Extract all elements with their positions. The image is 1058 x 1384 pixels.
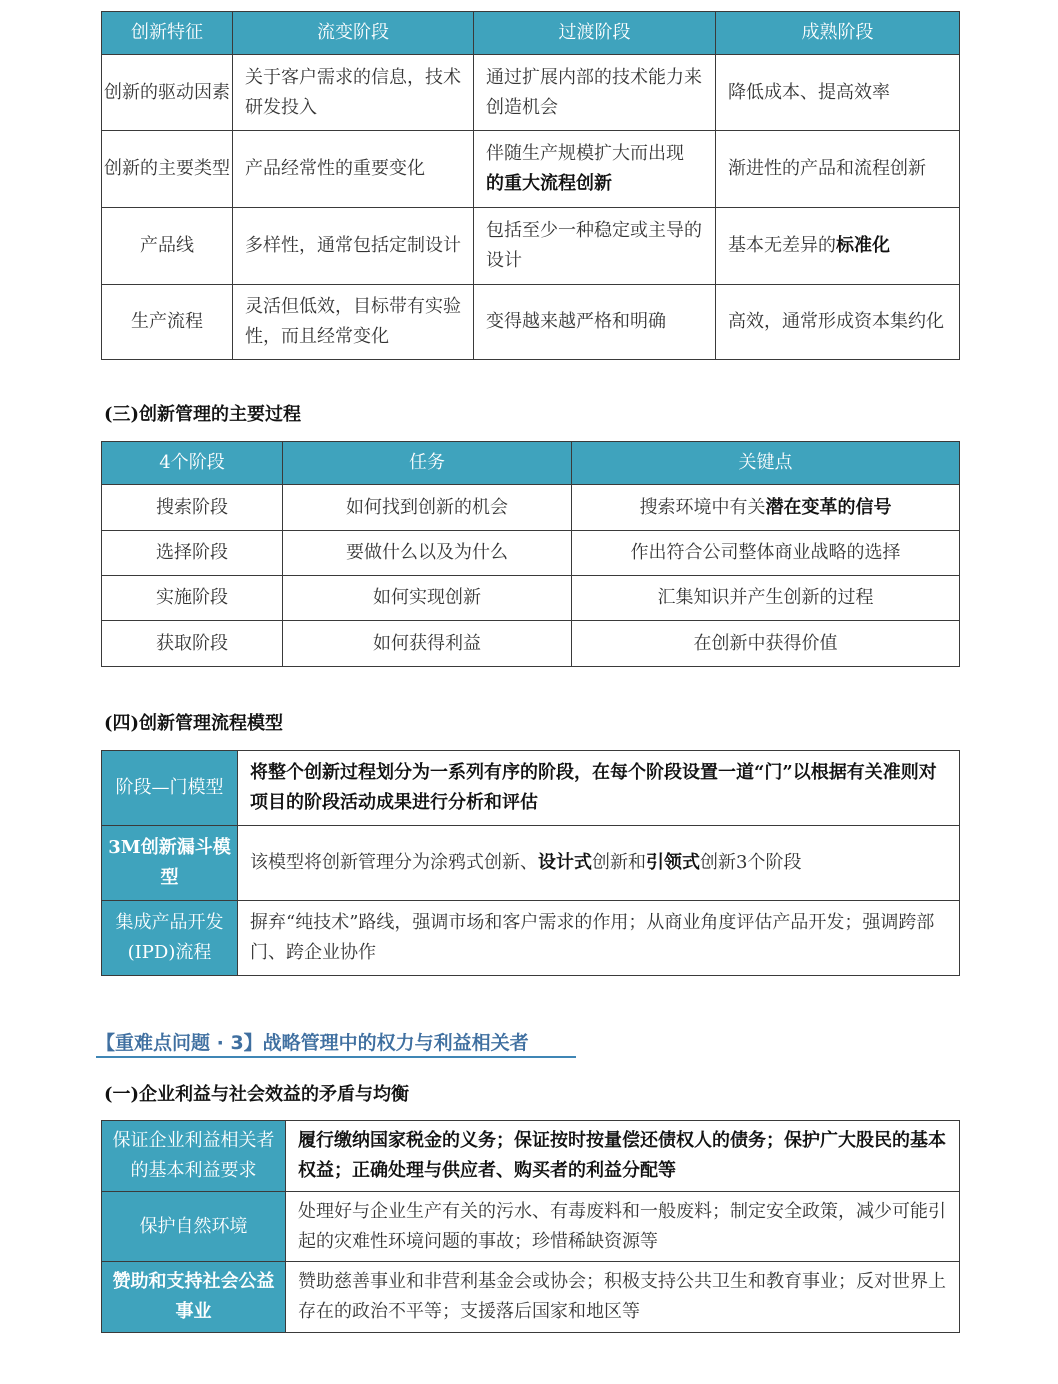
cell-stage: 选择阶段 xyxy=(102,531,283,576)
table-header-row xyxy=(102,12,960,55)
desc-text: 该模型将创新管理分为涂鸦式创新、 xyxy=(250,852,538,873)
cell-mature: 渐进性的产品和流程创新 xyxy=(716,131,960,208)
cell-task: 要做什么以及为什么 xyxy=(283,531,572,576)
desc-emphasis: 引领式 xyxy=(646,852,700,873)
cell-mature: 高效，通常形成资本集约化 xyxy=(716,285,960,360)
cell-key: 在创新中获得价值 xyxy=(572,621,960,667)
col-header-stage: 4个阶段 xyxy=(102,442,283,485)
row-label: 3M创新漏斗模型 xyxy=(102,826,238,901)
cell-stage: 搜索阶段 xyxy=(102,485,283,531)
process-model-table xyxy=(101,750,960,976)
topic-text: 【重难点问题 · 3】战略管理中的权力与利益相关者 xyxy=(96,1032,529,1054)
section-heading xyxy=(104,709,283,735)
cell-key xyxy=(572,485,960,531)
table-row xyxy=(102,55,960,131)
cell-fluid: 多样性，通常包括定制设计 xyxy=(233,208,474,285)
cell-mature xyxy=(716,208,960,285)
cell-task: 如何获得利益 xyxy=(283,621,572,667)
row-feature: 生产流程 xyxy=(102,285,233,360)
cell-stage: 实施阶段 xyxy=(102,576,283,621)
row-label: 保证企业利益相关者的基本利益要求 xyxy=(102,1121,286,1192)
desc-text: 创新和 xyxy=(592,852,646,873)
col-header-key: 关键点 xyxy=(572,442,960,485)
cell-fluid: 关于客户需求的信息，技术研发投入 xyxy=(233,55,474,131)
row-label: 集成产品开发(IPD)流程 xyxy=(102,901,238,976)
section-title: 创新管理流程模型 xyxy=(139,713,284,734)
row-desc: 处理好与企业生产有关的污水、有毒废料和一般废料；制定安全政策，减少可能引起的灾难性环境问题的事故；珍惜稀缺资源等 xyxy=(286,1192,960,1262)
row-label: 保护自然环境 xyxy=(102,1192,286,1262)
cell-transition: 通过扩展内部的技术能力来创造机会 xyxy=(474,55,716,131)
table-header-row xyxy=(102,442,960,485)
cell-stage: 获取阶段 xyxy=(102,621,283,667)
cell-transition: 变得越来越严格和明确 xyxy=(474,285,716,360)
col-header-transition: 过渡阶段 xyxy=(474,12,716,55)
table-row xyxy=(102,621,960,667)
col-header-feature: 创新特征 xyxy=(102,12,233,55)
section-prefix: (三) xyxy=(104,404,140,425)
section-prefix: (一) xyxy=(104,1084,140,1105)
section-prefix: (四) xyxy=(104,713,140,734)
desc-emphasis: 设计式 xyxy=(538,852,592,873)
desc-text: 创新3个阶段 xyxy=(700,852,802,873)
col-header-mature: 成熟阶段 xyxy=(716,12,960,55)
row-feature: 创新的主要类型 xyxy=(102,131,233,208)
table-row xyxy=(102,576,960,621)
section-title: 创新管理的主要过程 xyxy=(139,404,302,425)
cell-key: 汇集知识并产生创新的过程 xyxy=(572,576,960,621)
row-desc: 将整个创新过程划分为一系列有序的阶段，在每个阶段设置一道“门”以根据有关准则对项目的阶段活动成果进行分析和评估 xyxy=(238,751,960,826)
table-row xyxy=(102,1121,960,1192)
table-row xyxy=(102,1262,960,1333)
table-row xyxy=(102,826,960,901)
row-desc: 摒弃“纯技术”路线，强调市场和客户需求的作用；从商业角度评估产品开发；强调跨部门、跨企业协作 xyxy=(238,901,960,976)
innovation-process-table xyxy=(101,441,960,667)
cell-mature: 降低成本、提高效率 xyxy=(716,55,960,131)
row-feature: 创新的驱动因素 xyxy=(102,55,233,131)
topic-title xyxy=(96,1030,576,1058)
cell-fluid: 产品经常性的重要变化 xyxy=(233,131,474,208)
cell-emphasis: 的重大流程创新 xyxy=(486,173,612,194)
row-feature: 产品线 xyxy=(102,208,233,285)
row-label: 赞助和支持社会公益事业 xyxy=(102,1262,286,1333)
row-desc: 赞助慈善事业和非营利基金会或协会；积极支持公共卫生和教育事业；反对世界上存在的政治不平等；支援落后国家和地区等 xyxy=(286,1262,960,1333)
cell-emphasis: 标准化 xyxy=(836,235,890,256)
table-row xyxy=(102,485,960,531)
table-row xyxy=(102,751,960,826)
section-title: 企业利益与社会效益的矛盾与均衡 xyxy=(139,1084,410,1105)
cell-text: 搜索环境中有关 xyxy=(639,496,766,518)
row-desc xyxy=(238,826,960,901)
cell-fluid: 灵活但低效，目标带有实验性，而且经常变化 xyxy=(233,285,474,360)
cell-task: 如何找到创新的机会 xyxy=(283,485,572,531)
table-row xyxy=(102,531,960,576)
table-row xyxy=(102,285,960,360)
section-heading xyxy=(104,400,301,426)
cell-text: 基本无差异的 xyxy=(728,235,836,256)
section-heading xyxy=(104,1080,409,1106)
table-row xyxy=(102,901,960,976)
table-row xyxy=(102,131,960,208)
table-row xyxy=(102,208,960,285)
cell-key: 作出符合公司整体商业战略的选择 xyxy=(572,531,960,576)
cell-transition xyxy=(474,131,716,208)
col-header-task: 任务 xyxy=(283,442,572,485)
col-header-fluid: 流变阶段 xyxy=(233,12,474,55)
table-row xyxy=(102,1192,960,1262)
interest-balance-table xyxy=(101,1120,960,1333)
cell-transition: 包括至少一种稳定或主导的设计 xyxy=(474,208,716,285)
cell-emphasis: 潜在变革的信号 xyxy=(765,496,892,518)
innovation-stage-table xyxy=(101,11,960,360)
row-label: 阶段—门模型 xyxy=(102,751,238,826)
cell-task: 如何实现创新 xyxy=(283,576,572,621)
cell-text: 伴随生产规模扩大而出现 xyxy=(486,143,684,164)
row-desc: 履行缴纳国家税金的义务；保证按时按量偿还债权人的债务；保护广大股民的基本权益；正确处理与供应者、购买者的利益分配等 xyxy=(286,1121,960,1192)
